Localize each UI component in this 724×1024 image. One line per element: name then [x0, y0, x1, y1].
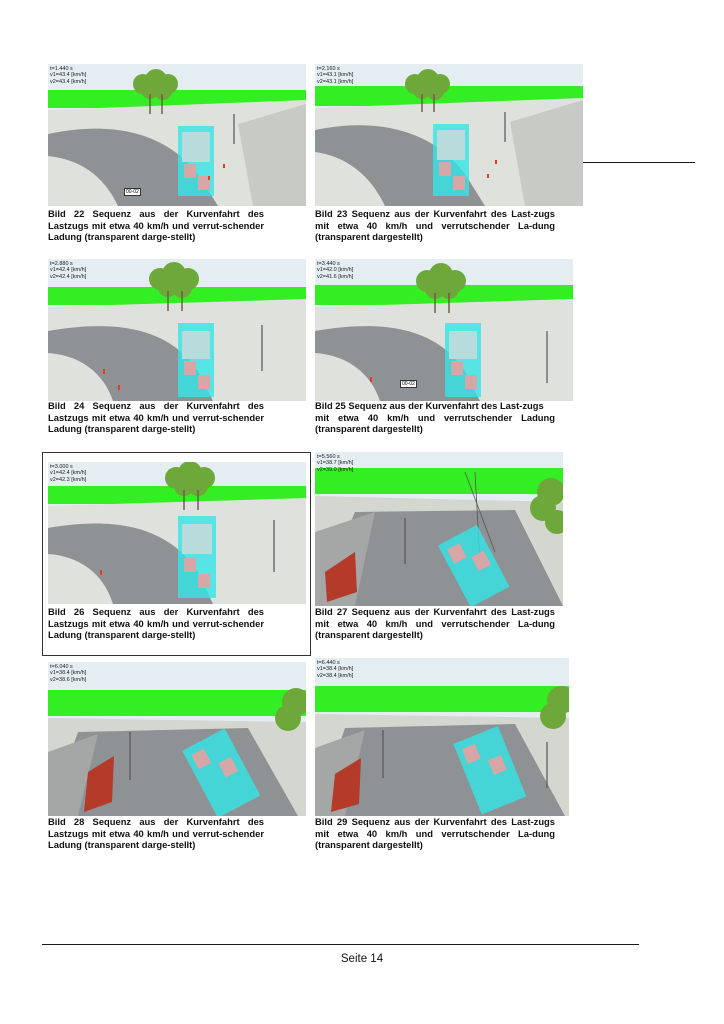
scene-curve-early: [315, 64, 583, 206]
speed-v2-readout: v2=41.6 [km/h]: [317, 273, 354, 280]
speed-v2-readout: v2=43.1 [km/h]: [317, 78, 354, 85]
speed-v1-readout: v1=42.4 [km/h]: [50, 470, 87, 477]
scene-curve-mid: [48, 259, 306, 401]
time-readout: t=2.160 s: [317, 66, 340, 72]
scene-curve-late: [315, 452, 563, 606]
page-number: Seite 14: [340, 953, 384, 965]
scene-curve-late: [48, 662, 306, 816]
scene-curve-mid: [315, 259, 573, 401]
figure-image: [48, 462, 306, 604]
speed-v1-readout: v1=43.4 [km/h]: [50, 72, 87, 79]
time-readout: t=2.880 s: [50, 261, 73, 267]
speed-v1-readout: v1=38.7 [km/h]: [317, 460, 354, 467]
time-readout: t=6.440 s: [317, 660, 340, 666]
vehicle-marker: 00-02: [402, 381, 415, 387]
scene-curve-mid: [48, 462, 306, 604]
figure-image: [315, 658, 569, 816]
header-rule: [583, 162, 695, 163]
figure-caption: Bild 29 Sequenz aus der Kurvenfahrt des Last-zugs mit etwa 40 km/h und verrutschender La-dung (transparent dargestellt): [315, 816, 555, 851]
figure-caption: Bild 25 Sequenz aus der Kurvenfahrt des Last-zugs mit etwa 40 km/h und verrutschender Ladung (transparent dargestellt): [315, 400, 555, 435]
speed-v2-readout: v2=38.4 [km/h]: [317, 672, 354, 679]
figure-image: [315, 64, 583, 206]
speed-v1-readout: v1=42.4 [km/h]: [50, 267, 87, 274]
speed-v1-readout: v1=43.1 [km/h]: [317, 72, 354, 79]
figure-caption: Bild 28 Sequenz aus der Kurvenfahrt des Lastzugs mit etwa 40 km/h und verrut-schender Ladung (transparent darge-stellt): [48, 816, 264, 851]
vehicle-marker: 00-02: [126, 189, 139, 195]
speed-v2-readout: v2=42.3 [km/h]: [50, 476, 87, 483]
figure-caption: Bild 26 Sequenz aus der Kurvenfahrt des Lastzugs mit etwa 40 km/h und verrut-schender Ladung (transparent darge-stellt): [48, 606, 264, 641]
time-readout: t=3.440 s: [317, 261, 340, 267]
figure-image: [315, 452, 563, 606]
speed-v1-readout: v1=38.4 [km/h]: [317, 666, 354, 673]
scene-curve-late: [315, 658, 569, 816]
figure-caption: Bild 23 Sequenz aus der Kurvenfahrt des Last-zugs mit etwa 40 km/h und verrutschender La-dung (transparent dargestellt): [315, 208, 555, 243]
scene-curve-early: [48, 64, 306, 206]
figure-image: [48, 662, 306, 816]
speed-v1-readout: v1=38.4 [km/h]: [50, 670, 87, 677]
time-readout: t=1.440 s: [50, 66, 73, 72]
speed-v2-readout: v2=42.4 [km/h]: [50, 273, 87, 280]
speed-v2-readout: v2=38.6 [km/h]: [50, 676, 87, 683]
figure-image: [48, 64, 306, 206]
figure-caption: Bild 24 Sequenz aus der Kurvenfahrt des Lastzugs mit etwa 40 km/h und verrut-schender Ladung (transparent darge-stellt): [48, 400, 264, 435]
figure-image: [315, 259, 573, 401]
speed-v2-readout: v2=43.4 [km/h]: [50, 78, 87, 85]
figure-caption: Bild 27 Sequenz aus der Kurvenfahrt des Last-zugs mit etwa 40 km/h und verrutschender La-dung (transparent dargestellt): [315, 606, 555, 641]
figure-image: [48, 259, 306, 401]
speed-v2-readout: v2=39.0 [km/h]: [317, 466, 354, 473]
speed-v1-readout: v1=42.0 [km/h]: [317, 267, 354, 274]
figure-caption: Bild 22 Sequenz aus der Kurvenfahrt des Lastzugs mit etwa 40 km/h und verrut-schender Ladung (transparent darge-stellt): [48, 208, 264, 243]
time-readout: t=6.040 s: [50, 664, 73, 670]
time-readout: t=3.000 s: [50, 464, 73, 470]
time-readout: t=5.560 s: [317, 454, 340, 460]
footer-rule: [42, 944, 639, 945]
